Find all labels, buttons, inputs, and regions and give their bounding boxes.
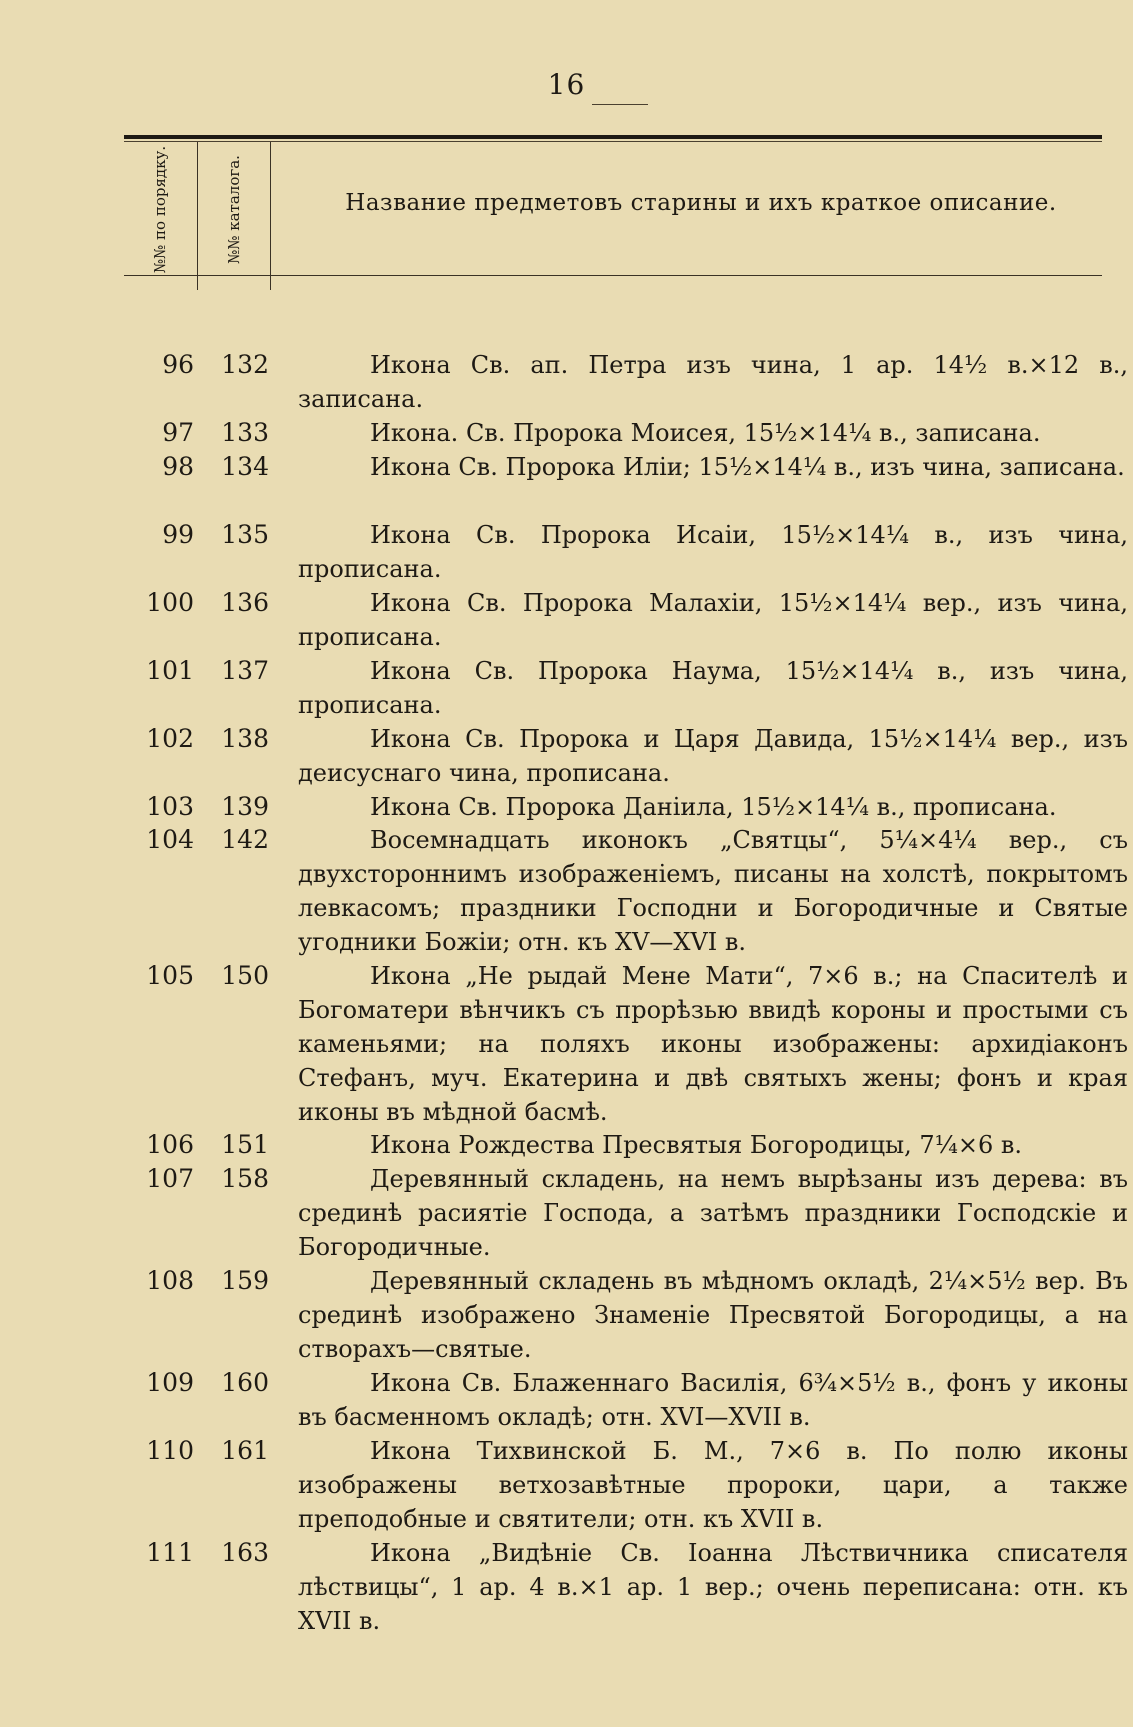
column-header-description: Название предметовъ старины и ихъ краткое описание.	[345, 190, 1057, 216]
column-header-order-number: №№ по порядку.	[151, 145, 170, 273]
catalog-number: 150	[221, 961, 269, 990]
order-number: 105	[146, 961, 194, 990]
catalog-number: 132	[221, 350, 269, 379]
order-number: 106	[146, 1130, 194, 1159]
catalog-number: 133	[221, 418, 269, 447]
order-number: 104	[146, 825, 194, 854]
catalog-number: 151	[221, 1130, 269, 1159]
order-number: 100	[146, 588, 194, 617]
item-description: Икона Св. Блаженнаго Василiя, 6¾×5½ в., фонъ у иконы въ басменномъ окладѣ; отн. XVI—XVII в.	[298, 1369, 1128, 1431]
order-number: 107	[146, 1164, 194, 1193]
catalog-number: 142	[221, 825, 269, 854]
item-description: Икона Св. Пророка Наума, 15½×14¼ в., изъ чина, прописана.	[298, 657, 1128, 719]
item-description: Икона „Не рыдай Мене Мати“, 7×6 в.; на Спасителѣ и Богоматери вѣнчикъ съ прорѣзью ввидѣ короны и простыми съ каменьями; на поляхъ иконы изображены: архидiаконъ Стефанъ, муч. Екатерина и двѣ святыхъ жены; фонъ и края иконы въ мѣдной басмѣ.	[298, 962, 1128, 1126]
order-number: 101	[146, 656, 194, 685]
catalog-number: 163	[221, 1538, 269, 1567]
order-number: 108	[146, 1266, 194, 1295]
order-number: 102	[146, 724, 194, 753]
column-divider-2	[270, 142, 271, 290]
catalog-number: 138	[221, 724, 269, 753]
order-number: 98	[162, 452, 194, 481]
order-number: 97	[162, 418, 194, 447]
catalog-number: 134	[221, 452, 269, 481]
catalog-number: 160	[221, 1368, 269, 1397]
order-number: 109	[146, 1368, 194, 1397]
item-description: Икона Тихвинской Б. М., 7×6 в. По полю иконы изображены ветхозавѣтные пророки, цари, а также преподобные и святители; отн. къ XVII в.	[298, 1437, 1128, 1533]
item-description: Икона Св. Пророка Илiи; 15½×14¼ в., изъ чина, записана.	[370, 453, 1125, 481]
column-divider-1	[197, 142, 198, 290]
order-number: 103	[146, 792, 194, 821]
item-description: Икона Св. Пророка Исаiи, 15½×14¼ в., изъ чина, прописана.	[298, 521, 1128, 583]
item-description: Икона „Видѣнiе Св. Iоанна Лѣствичника списателя лѣствицы“, 1 ар. 4 в.×1 ар. 1 вер.; очень переписана: отн. къ XVII в.	[298, 1539, 1128, 1635]
order-number: 96	[162, 350, 194, 379]
order-number: 110	[146, 1436, 194, 1465]
catalog-number: 159	[221, 1266, 269, 1295]
page-number: 16	[547, 68, 586, 101]
column-header-catalog-number: №№ каталога.	[224, 154, 243, 264]
page-number-rule	[592, 104, 648, 105]
item-description: Икона Св. Пророка Данiила, 15½×14¼ в., прописана.	[370, 793, 1057, 821]
order-number: 99	[162, 520, 194, 549]
item-description: Икона Рождества Пресвятыя Богородицы, 7¼×6 в.	[370, 1131, 1023, 1159]
catalog-number: 135	[221, 520, 269, 549]
item-description: Деревянный складень, на немъ вырѣзаны изъ дерева: въ срединѣ расиятiе Господа, а затѣмъ праздники Господскiе и Богородичные.	[298, 1165, 1128, 1261]
catalog-number: 158	[221, 1164, 269, 1193]
order-number: 111	[146, 1538, 194, 1567]
catalog-number: 137	[221, 656, 269, 685]
item-description: Икона Св. Пророка Малахiи, 15½×14¼ вер., изъ чина, прописана.	[298, 589, 1128, 651]
item-description: Восемнадцать иконокъ „Святцы“, 5¼×4¼ вер., съ двухстороннимъ изображенiемъ, писаны на холстѣ, покрытомъ левкасомъ; праздники Господни и Богородичные и Святые угодники Божiи; отн. къ XV—XVI в.	[298, 826, 1128, 956]
catalog-number: 139	[221, 792, 269, 821]
item-description: Икона. Св. Пророка Моисея, 15½×14¼ в., записана.	[370, 419, 1041, 447]
catalog-number: 161	[221, 1436, 269, 1465]
item-description: Икона Св. ап. Петра изъ чина, 1 ар. 14½ в.×12 в., записана.	[298, 351, 1128, 413]
table-top-rule	[124, 135, 1102, 139]
item-description: Икона Св. Пророка и Царя Давида, 15½×14¼ вер., изъ деисуснаго чина, прописана.	[298, 725, 1128, 787]
item-description: Деревянный складень въ мѣдномъ окладѣ, 2¼×5½ вер. Въ срединѣ изображено Знаменiе Пресвятой Богородицы, а на створахъ—святые.	[298, 1267, 1128, 1363]
catalog-number: 136	[221, 588, 269, 617]
